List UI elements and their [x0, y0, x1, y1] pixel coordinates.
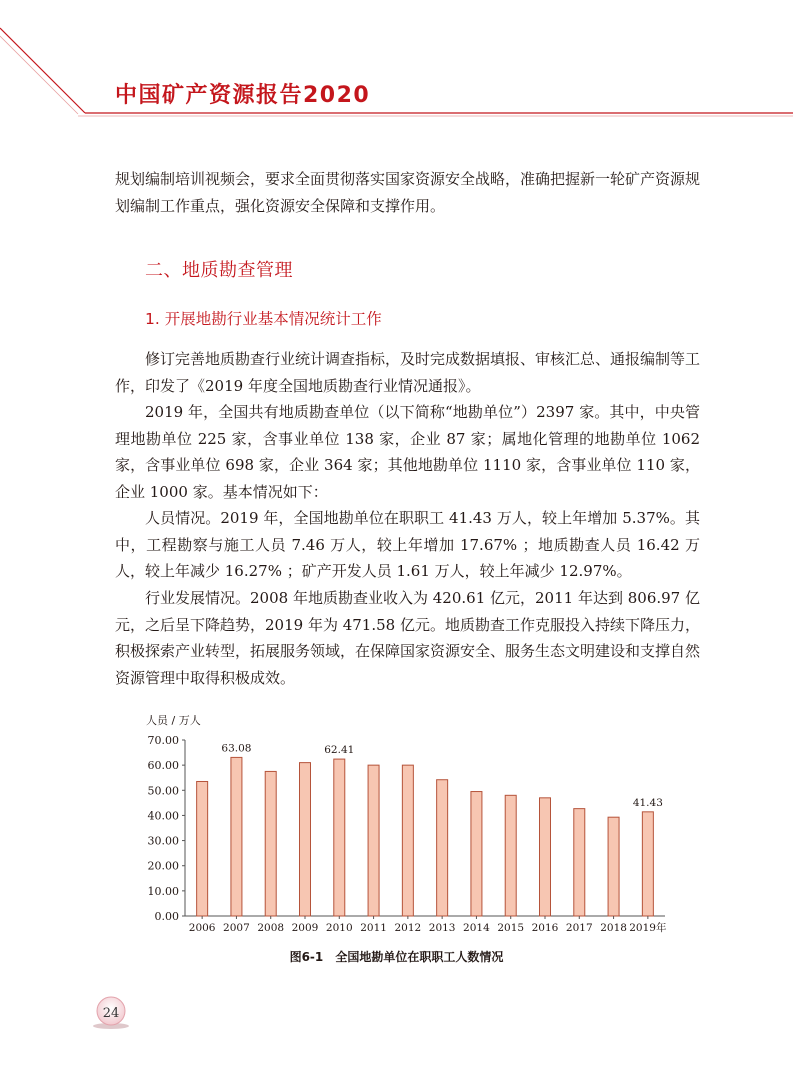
x-tick-label: 2008: [257, 922, 285, 934]
x-tick-label: 2010: [325, 922, 353, 934]
section-heading: 二、地质勘查管理: [145, 260, 293, 281]
bar-chart: [140, 710, 680, 950]
y-tick-label: 10.00: [147, 884, 179, 898]
data-label: 62.41: [324, 744, 355, 757]
x-tick-label: 2007: [223, 922, 250, 934]
bar: [402, 765, 413, 916]
bar: [265, 771, 276, 916]
x-tick-label: 2013: [428, 922, 456, 934]
bar: [231, 757, 242, 916]
x-tick-label: 2012: [394, 922, 422, 934]
x-tick-label: 2016: [531, 922, 559, 934]
data-label: 41.43: [632, 796, 663, 809]
bar: [608, 817, 619, 916]
x-tick-label: 2011: [360, 922, 387, 934]
data-label: 63.08: [221, 742, 252, 755]
y-tick-label: 60.00: [147, 759, 179, 773]
bar: [505, 795, 516, 916]
bar: [574, 809, 585, 916]
bar: [300, 763, 311, 916]
page-number: 24: [102, 1006, 120, 1021]
x-tick-label: 2019年: [629, 922, 667, 934]
y-tick-label: 30.00: [147, 834, 179, 848]
x-tick-label: 2014: [463, 922, 490, 934]
x-tick-label: 2009: [291, 922, 319, 934]
y-tick-label: 70.00: [147, 734, 179, 747]
bar: [437, 780, 448, 916]
header-title: 中国矿产资源报告2020: [115, 83, 371, 108]
x-tick-label: 2006: [188, 922, 216, 934]
y-tick-label: 50.00: [147, 784, 179, 798]
paragraph: 人员情况。2019 年，全国地勘单位在职职工 41.43 万人，较上年增加 5.37%。其中，工程勘察与施工人员 7.46 万人，较上年增加 17.67% ；地质勘查人员 16.42 万人，较上年减少 16.27% ；矿产开发人员 1.61 万人，较上年减少 12.97%。: [115, 509, 700, 580]
paragraph: 行业发展情况。2008 年地质勘查业收入为 420.61 亿元，2011 年达到 806.97 亿元，之后呈下降趋势，2019 年为 471.58 亿元。地质勘查工作克服投入持续下降压力，积极探索产业转型，拓展服务领域，在保障国家资源安全、服务生态文明建设和支撑自然资源管理中取得积极成效。: [115, 589, 701, 687]
bar: [368, 765, 379, 916]
paragraph: 规划编制培训视频会，要求全面贯彻落实国家资源安全战略，准确把握新一轮矿产资源规划编制工作重点，强化资源安全保障和支撑作用。: [115, 170, 701, 215]
y-tick-label: 40.00: [147, 809, 179, 823]
paragraph: 修订完善地质勘查行业统计调查指标，及时完成数据填报、审核汇总、通报编制等工作，印发了《2019 年度全国地质勘查行业情况通报》。: [115, 350, 701, 395]
figure-caption: 图6-1 全国地勘单位在职职工人数情况: [289, 950, 504, 964]
bar: [642, 812, 653, 916]
bar: [471, 792, 482, 916]
subsection-heading: 1. 开展地勘行业基本情况统计工作: [145, 310, 382, 328]
y-axis-label: 人员 / 万人: [146, 714, 201, 727]
x-tick-label: 2018: [600, 922, 627, 934]
y-tick-label: 20.00: [147, 859, 179, 873]
paragraph: 2019 年，全国共有地质勘查单位（以下简称“地勘单位”）2397 家。其中，中央管理地勘单位 225 家，含事业单位 138 家，企业 87 家；属地化管理的地勘单位 1062 家，含事业单位 698 家，企业 364 家；其他地勘单位 1110 家，含事业单位 110 家，企业 1000 家。基本情况如下：: [115, 403, 700, 501]
bar: [197, 781, 208, 916]
x-tick-label: 2015: [497, 922, 525, 934]
bar: [540, 798, 551, 916]
x-tick-label: 2017: [565, 922, 593, 934]
y-tick-label: 0.00: [154, 910, 179, 923]
bar: [334, 759, 345, 916]
